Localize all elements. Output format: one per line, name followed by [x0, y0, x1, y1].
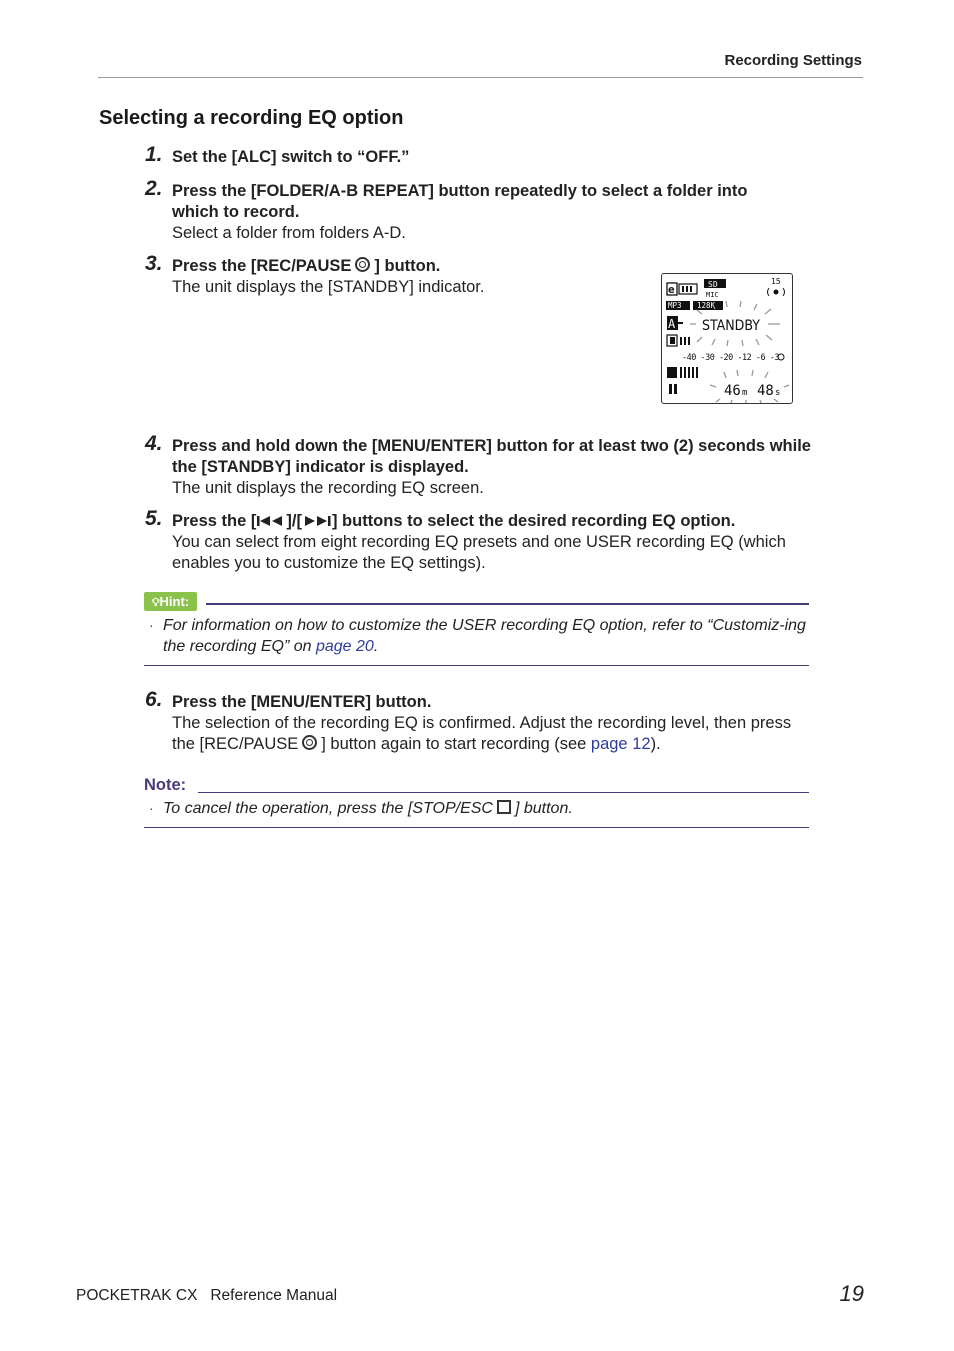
lcd-seconds-unit: s: [775, 388, 781, 398]
footer-manual-title: POCKETRAK CX Reference Manual: [76, 1287, 338, 1304]
step-5-instruction: [172, 511, 792, 532]
hint-label: Hint:: [159, 594, 190, 609]
rec-pause-icon: [355, 257, 370, 272]
hint-text: [163, 615, 808, 657]
step-5-body: You can select from eight recording EQ presets and one USER recording EQ (which enables you to customize the EQ settings).: [172, 533, 786, 572]
hint-badge: [144, 592, 197, 611]
skip-back-icon: [256, 515, 286, 527]
lcd-status: STANDBY: [702, 318, 760, 334]
note-text-b: ] button.: [514, 800, 573, 817]
lcd-sd: SD: [708, 280, 718, 289]
step-4-instruction: Press and hold down the [MENU/ENTER] button for at least two (2) seconds while the [STANDBY] indicator is displayed.: [172, 437, 811, 476]
step-1: [172, 147, 812, 168]
hint-rule-top: [206, 603, 809, 605]
stop-icon: [497, 800, 511, 814]
step-1-number: 1.: [145, 143, 163, 166]
step-6-body-b: ] button again to start recording (see: [321, 735, 591, 753]
step-6-body-c: ).: [650, 735, 661, 753]
lcd-bitrate: 128K: [697, 301, 716, 310]
step-6-body-a: The selection of the recording EQ is confirmed. Adjust the recording level, then press the [REC/PAUSE: [172, 714, 792, 753]
step-2-instruction: Press the [FOLDER/A-B REPEAT] button repeatedly to select a folder into which to record.: [172, 182, 748, 221]
lcd-standby-display: [661, 273, 793, 404]
lightbulb-icon: 💡︎: [151, 597, 160, 609]
hint-bullet: ·: [149, 617, 154, 633]
note-text: [163, 798, 808, 819]
step-3-instruction: [172, 256, 632, 277]
note-rule-top: [198, 792, 809, 793]
step-6-page-link[interactable]: page 12: [590, 735, 651, 753]
hint-text-b: .: [373, 638, 379, 655]
hint-rule-bottom: [144, 665, 809, 666]
hint-page-link[interactable]: page 20: [315, 638, 374, 655]
step-3-body: The unit displays the [STANDBY] indicator.: [172, 278, 485, 296]
hint-text-a: For information on how to customize the USER recording EQ option, refer to “Customiz-ing the recording EQ” on: [163, 617, 806, 655]
note-text-a: To cancel the operation, press the [STOP/ESC: [163, 800, 493, 817]
step-2-number: 2.: [145, 177, 163, 200]
step-5-instruction-c: ] buttons to select the desired recording EQ option.: [331, 512, 736, 530]
lcd-level-scale: -40 -30 -20 -12 -6 -3: [682, 353, 779, 363]
step-1-instruction: Set the [ALC] switch to “OFF.”: [172, 148, 410, 166]
lcd-seconds: 48: [757, 383, 774, 399]
step-6-body: [172, 713, 797, 755]
lcd-minutes-unit: m: [742, 388, 748, 398]
step-4: [172, 436, 812, 499]
header-section-title: Recording Settings: [724, 52, 862, 69]
lcd-format: MP3: [668, 301, 682, 310]
step-4-body: The unit displays the recording EQ screen.: [172, 479, 484, 497]
lcd-minutes: 46: [724, 383, 741, 399]
step-6-instruction: Press the [MENU/ENTER] button.: [172, 693, 432, 711]
step-4-number: 4.: [145, 432, 163, 455]
note-rule-bottom: [144, 827, 809, 828]
lcd-illustration: [662, 274, 792, 403]
skip-forward-icon: [302, 515, 332, 527]
step-3-number: 3.: [145, 252, 163, 275]
section-title: Selecting a recording EQ option: [99, 107, 404, 129]
svg-text:e: e: [668, 283, 675, 296]
step-3-instruction-b: ] button.: [374, 257, 441, 275]
step-5-instruction-a: Press the [: [172, 512, 257, 530]
step-6: [172, 692, 797, 755]
note-bullet: ·: [149, 800, 154, 816]
step-5-number: 5.: [145, 507, 163, 530]
lcd-number: 15: [771, 277, 781, 286]
step-5: [172, 511, 792, 574]
page-number: 19: [839, 1281, 864, 1306]
header-rule: [98, 77, 863, 78]
step-2-body: Select a folder from folders A-D.: [172, 224, 406, 242]
lcd-mic: MIC: [706, 291, 719, 299]
rec-pause-icon: [302, 735, 317, 750]
step-6-number: 6.: [145, 688, 163, 711]
step-2: [172, 181, 792, 244]
step-3-instruction-a: Press the [REC/PAUSE: [172, 257, 352, 275]
note-label: Note:: [144, 776, 187, 794]
step-3: [172, 256, 632, 298]
step-5-instruction-b: ]/[: [286, 512, 302, 530]
lcd-folder: A: [668, 317, 676, 331]
